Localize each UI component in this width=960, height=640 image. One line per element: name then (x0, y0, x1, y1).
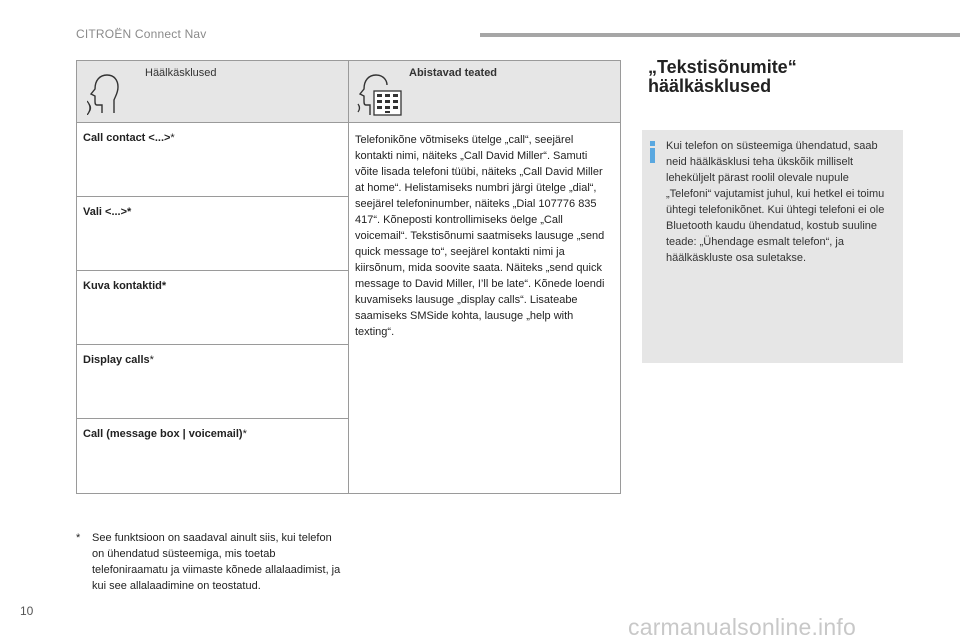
header-responses-label: Abistavad teated (409, 67, 498, 79)
info-icon (648, 141, 658, 163)
table-row (77, 345, 348, 419)
section-title-line1: „Tekstisõnumite“ (648, 57, 797, 77)
command-label: Kuva kontaktid* (83, 280, 167, 292)
table-header-responses (349, 61, 620, 123)
command-label: Call (message box | voicemail)* (83, 428, 247, 440)
page-number: 10 (20, 604, 34, 618)
watermark: carmanualsonline.info (628, 614, 856, 640)
footnote-marker: * (76, 532, 81, 544)
command-label: Display calls* (83, 354, 154, 366)
voice-command-table (76, 60, 621, 494)
commands-column (77, 123, 349, 493)
voice-head-icon (87, 71, 121, 115)
header-commands-label: Häälkäsklused (145, 67, 217, 79)
section-title (648, 58, 908, 96)
voice-keypad-icon (357, 71, 403, 117)
command-label: Call contact <...>* (83, 132, 175, 144)
command-label: Vali <...>* (83, 206, 132, 218)
table-row (77, 271, 348, 345)
info-text: Kui telefon on süsteemiga ühendatud, saab neid häälkäsklusi teha ükskõik milliselt leheküljelt pärast roolil olevale nupule „Telefoni“ vajutamist juhul, kui hetkel ei toimu ühtegi telefonikõnet. Kui ühtegi telefoni ei ole Bluetooth kaudu ühendatud, kostub suuline teade: „Ühendage esmalt telefon“, ja häälkäskluste osa suletakse. (666, 140, 885, 264)
section-title-line2: häälkäsklused (648, 76, 772, 96)
table-row (77, 197, 348, 271)
manual-title: CITROËN Connect Nav (76, 27, 207, 41)
info-box (642, 130, 903, 363)
table-row (77, 419, 348, 493)
table-header-commands (77, 61, 349, 123)
footnote (76, 530, 346, 594)
responses-column (349, 123, 620, 493)
table-header-row (77, 61, 620, 123)
header-rule (480, 33, 960, 37)
table-row (77, 123, 348, 197)
response-text: Telefonikõne võtmiseks ütelge „call“, seejärel kontakti nimi, näiteks „Call David Miller“. Samuti võite lisada telefoni tüübi, näiteks „Call David Miller at home“. Helistamiseks numbri järgi ütelge „dial“, seejärel telefoninumber, näiteks „Dial 107776 835 417“. Kõneposti kontrollimiseks öelge „Call voicemail“. Tekstisõnumi saatmiseks lausuge „send quick message to“, seejärel kontakti nimi ja kiirsõnum, mida soovite saata. Näiteks „send quick message to David Miller, I’ll be late“. Kõnede loendi kuvamiseks lausuge „display calls“. Lisateabe saamiseks SMSide kohta, lausuge „help with texting“. (355, 134, 605, 338)
footnote-text: See funktsioon on saadaval ainult siis, kui telefon on ühendatud süsteemiga, mis toetab telefoniraamatu ja viimaste kõnede allalaadimist, ja kui see allalaadimine on teostatud. (92, 532, 341, 592)
